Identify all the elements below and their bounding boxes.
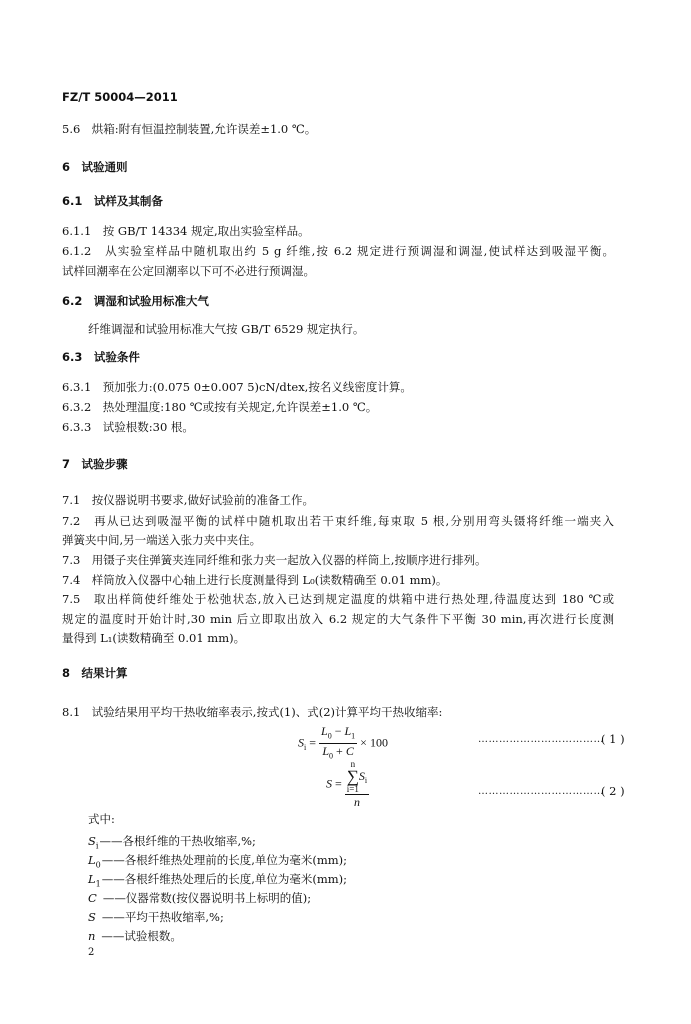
clause-6-3-3: 6.3.3 试验根数:30 根。 [62, 420, 194, 434]
heading-6-1: 6.1 试样及其制备 [62, 194, 163, 208]
clause-7-5-line2: 规定的温度时开始计时,30 min 后立即取出放入 6.2 规定的大气条件下平衡 30 min,再次进行长度测 [62, 612, 614, 626]
formula-1-lhs-sub: i [304, 743, 307, 753]
formula-2-lhs: S [326, 776, 332, 791]
symbol-definition-row [88, 834, 256, 853]
symbol-description: ——仪器常数(按仪器说明书上标明的值); [102, 891, 312, 905]
formula-1-leader-dots: ……………………………… [478, 734, 604, 745]
heading-6: 6 试验通则 [62, 160, 128, 174]
heading-8: 8 结果计算 [62, 666, 128, 680]
formula-2-denominator: n [353, 795, 360, 809]
symbol-definition-row [88, 929, 182, 943]
formula-2-leader-dots: ……………………………… [478, 786, 604, 797]
symbol-definition-row [88, 910, 224, 924]
clause-7-4: 7.4 样筒放入仪器中心轴上进行长度测量得到 L₀(读数精确至 0.01 mm)。 [62, 573, 448, 587]
formula-1-multiplier: × 100 [360, 735, 388, 750]
clause-6-3-2: 6.3.2 热处理温度:180 ℃或按有关规定,允许误差±1.0 ℃。 [62, 400, 378, 414]
formula-1-fraction [319, 724, 357, 764]
page-number: 2 [88, 947, 95, 958]
formula-1 [298, 724, 388, 764]
symbol-subscript: 0 [95, 860, 101, 870]
formula-2-fraction [345, 760, 369, 809]
symbol-description: ——平均干热收缩率,%; [101, 910, 224, 924]
clause-7-5-line3: 量得到 L₁(读数精确至 0.01 mm)。 [62, 631, 246, 645]
formula-2-equals: = [335, 776, 342, 791]
standard-code: FZ/T 50004—2011 [62, 90, 178, 104]
heading-7: 7 试验步骤 [62, 457, 128, 471]
symbol: L [88, 872, 96, 886]
symbol: S [88, 834, 96, 848]
formula-1-numerator: $L_0 - L_1$ [319, 724, 357, 744]
symbol-subscript: 1 [95, 879, 101, 889]
summation-sign: n ∑ i=1 [346, 759, 359, 794]
clause-5-6: 5.6 烘箱:附有恒温控制装置,允许误差±1.0 ℃。 [62, 122, 317, 136]
symbol-description: ——各根纤维热处理前的长度,单位为毫米(mm); [101, 853, 348, 867]
clause-8-1: 8.1 试验结果用平均干热收缩率表示,按式(1)、式(2)计算平均干热收缩率: [62, 705, 443, 719]
clause-6-1-2-line2: 试样回潮率在公定回潮率以下可不必进行预调湿。 [62, 264, 315, 278]
formula-2-numerator: n ∑ $i=1S_i$ [346, 759, 368, 794]
symbol-definition-row [88, 853, 347, 872]
heading-6-2: 6.2 调湿和试验用标准大气 [62, 294, 209, 308]
symbol-description: ——各根纤维热处理后的长度,单位为毫米(mm); [101, 872, 348, 886]
clause-7-1: 7.1 按仪器说明书要求,做好试验前的准备工作。 [62, 493, 314, 507]
symbol: C [88, 891, 97, 905]
clause-7-2-line1: 7.2 再从已达到吸湿平衡的试样中随机取出若干束纤维,每束取 5 根,分别用弯头镊将纤维一端夹入 [62, 514, 614, 528]
formula-1-denominator: $L_0 + C$ [322, 744, 354, 761]
clause-6-1-2-line1: 6.1.2 从实验室样品中随机取出约 5 g 纤维,按 6.2 规定进行预调湿和调湿,使试样达到吸湿平衡。 [62, 244, 614, 258]
symbol-subscript: i [95, 841, 99, 851]
symbol: S [88, 910, 96, 924]
clause-6-2: 纤维调湿和试验用标准大气按 GB/T 6529 规定执行。 [88, 322, 365, 336]
formula-2-number: ( 2 ) [601, 784, 625, 798]
clause-7-5-line1: 7.5 取出样筒使纤维处于松弛状态,放入已达到规定温度的烘箱中进行热处理,待温度达到 180 ℃或 [62, 592, 614, 606]
symbol-definition-row [88, 872, 347, 891]
heading-6-3: 6.3 试验条件 [62, 350, 140, 364]
clause-6-3-1: 6.3.1 预加张力:(0.075 0±0.007 5)cN/dtex,按名义线密度计算。 [62, 380, 412, 394]
symbol-description: ——试验根数。 [101, 929, 182, 943]
symbol-description: ——各根纤维的干热收缩率,%; [99, 834, 256, 848]
clause-7-3: 7.3 用镊子夹住弹簧夹连同纤维和张力夹一起放入仪器的样筒上,按顺序进行排列。 [62, 553, 487, 567]
clause-6-1-1: 6.1.1 按 GB/T 14334 规定,取出实验室样品。 [62, 224, 310, 238]
symbol-definition-row [88, 891, 311, 905]
formula-1-number: ( 1 ) [601, 732, 625, 746]
clause-7-2-line2: 弹簧夹中间,另一端送入张力夹中夹住。 [62, 533, 262, 547]
where-title: 式中: [88, 812, 115, 826]
symbol: n [88, 929, 96, 943]
formula-2 [326, 760, 369, 809]
formula-1-equals: = [309, 735, 317, 750]
formula-1-lhs: S [298, 735, 304, 750]
symbol: L [88, 853, 96, 867]
